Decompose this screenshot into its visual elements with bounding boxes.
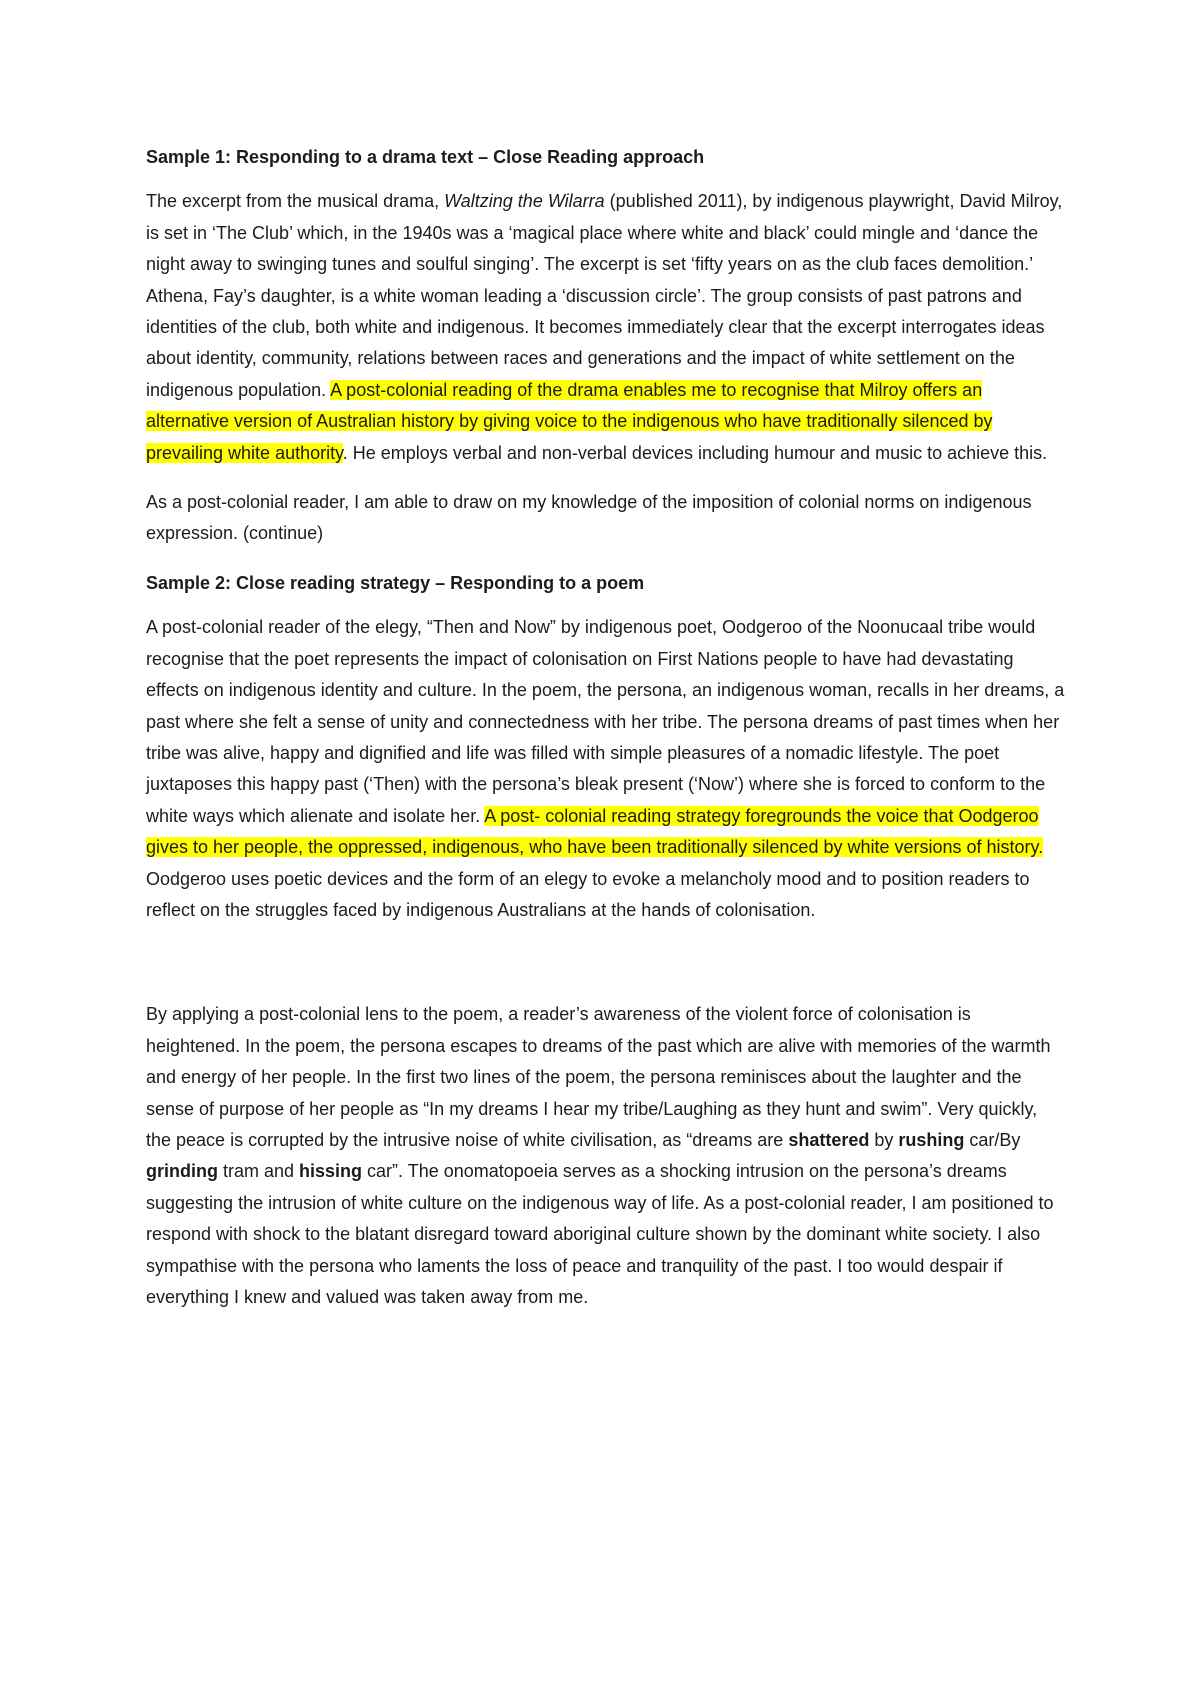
sample1-highlighted-thesis: A post-colonial reading of the drama enables me to recognise that Milroy offers an alternative version of Australian history by giving voice to the indigenous who have traditionally silenced by prevailing white authority	[146, 379, 993, 463]
sample2-p2-text-d: tram and	[217, 1161, 300, 1182]
sample2-p1-text-a: A post-colonial reader of the elegy, “Then and Now” by indigenous poet, Oodgeroo of the Noonucaal tribe would recognise that the poet represents the impact of colonisation on First Nations people to have had devastating effects on indigenous identity and culture. In the poem, the persona, an indigenous woman, recalls in her dreams, a past where she felt a sense of unity and connectedness with her tribe. The persona dreams of past times when her tribe was alive, happy and dignified and life was filled with simple pleasures of a nomadic lifestyle. The poet juxtaposes this happy past (‘Then) with the persona’s bleak present (‘Now’) where she is forced to conform to the white ways which alienate and isolate her.	[146, 617, 1065, 826]
emphasis-grinding: grinding	[146, 1161, 218, 1182]
sample1-p1-text-a: The excerpt from the musical drama,	[146, 191, 445, 212]
sample2-p2-text-e: car”. The onomatopoeia serves as a shocking intrusion on the persona’s dreams suggesting the intrusion of white culture on the indigenous way of life. As a post-colonial reader, I am positioned to respond with shock to the blatant disregard toward aboriginal culture shown by the dominant white society. I also sympathise with the persona who laments the loss of peace and tranquility of the past. I too would despair if everything I knew and valued was taken away from me.	[146, 1161, 1054, 1307]
emphasis-hissing: hissing	[299, 1161, 363, 1182]
emphasis-shattered: shattered	[788, 1129, 870, 1150]
sample2-p2-text-a: By applying a post-colonial lens to the poem, a reader’s awareness of the violent force of colonisation is heightened. In the poem, the persona escapes to dreams of the past which are alive with memories of the warmth and energy of her people. In the first two lines of the poem, the persona reminisces about the laughter and the sense of purpose of her people as “In my dreams I hear my tribe/Laughing as they hunt and swim”. Very quickly, the peace is corrupted by the intrusive noise of white civilisation, as “dreams are	[146, 1004, 1051, 1150]
sample1-heading: Sample 1: Responding to a drama text – Close Reading approach	[146, 147, 705, 167]
sample2-highlighted-thesis: A post- colonial reading strategy foregrounds the voice that Oodgeroo gives to her people, the oppressed, indigenous, who have been traditionally silenced by white versions of history.	[146, 805, 1044, 858]
sample2-paragraph-1	[146, 612, 1066, 926]
play-title: Waltzing the Wilarra	[444, 191, 605, 212]
sample2-p2-text-b: by	[869, 1129, 899, 1150]
sample1-p1-text-b: (published 2011), by indigenous playwright, David Milroy, is set in ‘The Club’ which, in the 1940s was a ‘magical place where white and black’ could mingle and ‘dance the night away to swinging tunes and soulful singing’. The excerpt is set ‘fifty years on as the club faces demolition.’ Athena, Fay’s daughter, is a white woman leading a ‘discussion circle’. The group consists of past patrons and identities of the club, both white and indigenous. It becomes immediately clear that the excerpt interrogates ideas about identity, community, relations between races and generations and the impact of white settlement on the indigenous population.	[146, 191, 1063, 400]
sample1-paragraph-1	[146, 186, 1066, 469]
sample2-p2-text-c: car/By	[964, 1129, 1021, 1150]
emphasis-rushing: rushing	[898, 1129, 965, 1150]
sample2-paragraph-2	[146, 999, 1066, 1313]
sample2-heading: Sample 2: Close reading strategy – Responding to a poem	[146, 572, 645, 593]
sample1-paragraph-2: As a post-colonial reader, I am able to draw on my knowledge of the imposition of colonial norms on indigenous expression. (continue)	[146, 492, 1032, 544]
sample1-p1-text-c: . He employs verbal and non-verbal devices including humour and music to achieve this.	[342, 442, 1048, 463]
document-page	[146, 142, 1066, 1313]
sample2-p1-text-b: Oodgeroo uses poetic devices and the form of an elegy to evoke a melancholy mood and to position readers to reflect on the struggles faced by indigenous Australians at the hands of colonisation.	[146, 868, 1030, 920]
